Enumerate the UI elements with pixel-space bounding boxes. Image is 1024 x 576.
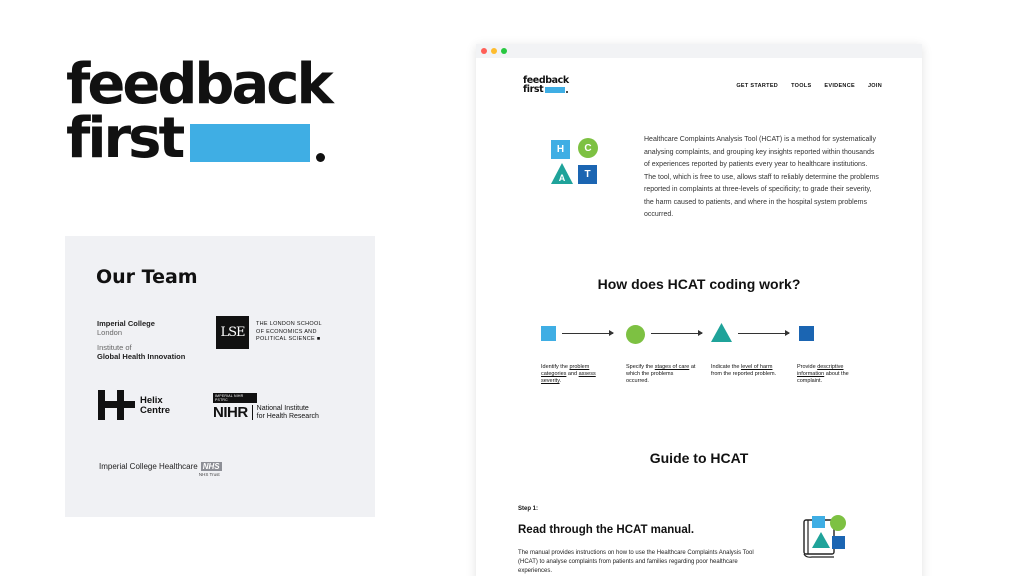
step2-pre: Specify the xyxy=(626,364,655,370)
hcat-letter-a: A xyxy=(558,173,566,183)
step1-body: The manual provides instructions on how to use the Healthcare Complaints Analysis Tool (HCAT) to analyse complaints from patients and families regarding poor healthcare experiences. xyxy=(518,550,754,574)
nav-join[interactable]: JOIN xyxy=(867,83,882,89)
link-descriptive-information[interactable]: descriptive information xyxy=(797,364,844,377)
logo-line-first: first xyxy=(66,106,183,171)
hcat-tile-c: C xyxy=(578,138,598,158)
step3-pre: Indicate the xyxy=(711,364,741,370)
step1-post: . xyxy=(559,378,562,384)
lse-line3: POLITICAL SCIENCE ■ xyxy=(256,336,321,343)
imperial-line3: Institute of xyxy=(97,343,132,352)
step4-pre: Provide xyxy=(797,364,818,370)
triangle-icon xyxy=(711,323,732,342)
team-title: Our Team xyxy=(96,266,198,288)
nihr-logo xyxy=(213,393,319,421)
step4-mid: about the complaint. xyxy=(797,371,849,384)
close-window-dot[interactable] xyxy=(481,48,487,54)
nhs-trust-label: NHS Trust xyxy=(198,472,220,477)
nihr-banner: IMPERIAL NIHR PSTRC xyxy=(213,393,257,403)
nav-tools[interactable]: TOOLS xyxy=(791,83,812,89)
hcat-tile-h: H xyxy=(551,140,570,159)
square-icon xyxy=(799,326,814,341)
lse-line1: THE LONDON SCHOOL xyxy=(256,321,322,328)
browser-window xyxy=(476,44,922,576)
link-problem-categories[interactable]: problem categories xyxy=(541,364,590,377)
guide-heading: Guide to HCAT xyxy=(649,450,749,466)
step2-mid: at which the problems occurred. xyxy=(626,364,696,384)
step1-pre: Identify the xyxy=(541,364,570,370)
imperial-line2: London xyxy=(97,328,123,337)
arrow-icon xyxy=(738,333,789,334)
manual-book-icon xyxy=(802,512,850,558)
circle-icon xyxy=(626,325,645,344)
site-logo[interactable] xyxy=(523,76,569,94)
link-stages-of-care[interactable]: stages of care xyxy=(654,364,690,370)
site-logo-dot xyxy=(566,91,568,93)
nav-get-started[interactable]: GET STARTED xyxy=(736,83,779,89)
site-logo-bar xyxy=(545,87,565,93)
hcat-tile-t: T xyxy=(578,165,597,184)
imperial-line1: Imperial College xyxy=(97,319,155,328)
helix-centre-logo xyxy=(98,390,170,422)
logo-dot xyxy=(316,153,325,162)
hcat-tile-a xyxy=(551,163,573,185)
step1-label: Step 1: xyxy=(518,506,539,512)
helix-line2: Centre xyxy=(140,405,171,416)
main-nav xyxy=(736,83,882,89)
minimize-window-dot[interactable] xyxy=(491,48,497,54)
hcat-logo xyxy=(551,138,597,184)
logo-line-feedback: feedback xyxy=(66,52,331,117)
hcat-intro: Healthcare Complaints Analysis Tool (HCAT) is a method for systematically analysing complaints, and grouping key insights reported within thousands of experiences reported by patients every year to healthcare institutions. The tool, which is free to use, allows staff to reliably determine the problems reported in complaints at three-levels of specificity; to grade their severity, the harm caused to patients, and where in the hospital system problems occurred. xyxy=(644,136,879,218)
imperial-college-logo xyxy=(97,319,185,361)
nihr-separator xyxy=(252,405,253,420)
how-heading: How does HCAT coding work? xyxy=(597,276,801,292)
nhs-badge: NHS xyxy=(202,462,220,471)
website-page xyxy=(476,58,922,576)
site-logo-line1: feedback xyxy=(523,75,569,86)
browser-chrome xyxy=(476,44,922,58)
lse-logo xyxy=(216,316,322,349)
step-text-3 xyxy=(711,364,781,378)
nihr-mark: NIHR xyxy=(213,404,248,421)
step-text-2 xyxy=(626,364,696,385)
arrow-icon xyxy=(562,333,613,334)
step1-mid: and xyxy=(566,371,579,377)
our-team-panel xyxy=(65,236,375,517)
helix-mark-icon xyxy=(98,390,138,422)
feedback-first-logo xyxy=(66,52,331,171)
nav-evidence[interactable]: EVIDENCE xyxy=(824,83,855,89)
step1-title: Read through the HCAT manual. xyxy=(518,524,695,536)
nihr-line2: for Health Research xyxy=(256,412,319,420)
square-icon xyxy=(541,326,556,341)
helix-line1: Helix xyxy=(140,395,163,406)
link-assess-severity[interactable]: assess severity xyxy=(541,371,596,384)
lse-line2: OF ECONOMICS AND xyxy=(256,328,317,335)
maximize-window-dot[interactable] xyxy=(501,48,507,54)
logo-accent-bar xyxy=(190,124,310,162)
arrow-icon xyxy=(651,333,702,334)
lse-mark: LSE xyxy=(216,316,249,349)
nihr-line1: National Institute xyxy=(256,404,309,412)
site-logo-line2: first xyxy=(523,84,544,95)
ich-name: Imperial College Healthcare xyxy=(99,462,198,471)
step-text-4 xyxy=(797,364,867,385)
step-text-1 xyxy=(541,364,611,385)
imperial-line4: Global Health Innovation xyxy=(97,352,186,361)
imperial-healthcare-logo xyxy=(99,462,222,477)
link-level-of-harm[interactable]: level of harm xyxy=(740,364,773,370)
step3-mid: from the reported problem. xyxy=(711,371,777,377)
